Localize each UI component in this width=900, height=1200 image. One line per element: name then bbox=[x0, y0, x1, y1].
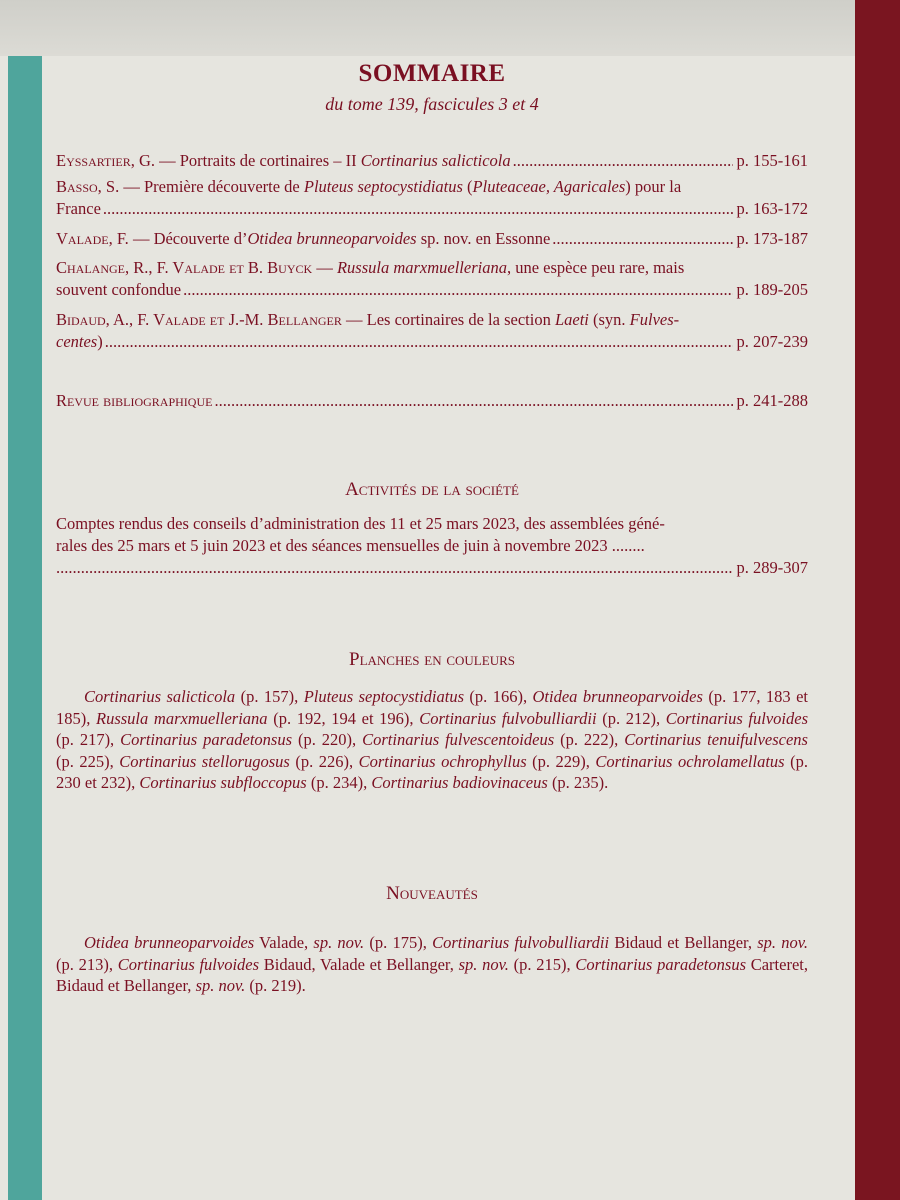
entry-separator: — bbox=[312, 258, 337, 277]
entry-author: Bidaud, A., F. Valade et J.-M. Bellanger bbox=[56, 310, 342, 329]
plate-page-ref: (p. 217), bbox=[56, 730, 121, 749]
entry-title: Les cortinaires de la section bbox=[366, 310, 555, 329]
entry-pages: p. 207-239 bbox=[736, 332, 808, 351]
plate-page-ref: (p. 157), bbox=[235, 687, 304, 706]
entry-title-synonym-continued: centes bbox=[56, 332, 98, 351]
plate-page-ref: (p. 212), bbox=[596, 708, 666, 728]
toc-entry bbox=[56, 390, 808, 412]
plate-page-ref: (p. 225), bbox=[56, 751, 120, 771]
plate-species-name: Cortinarius fulvescentoideus bbox=[362, 730, 555, 749]
planches-paragraph bbox=[56, 686, 808, 794]
entry-title-synonym: Fulves- bbox=[629, 310, 680, 329]
new-taxon-name: Otidea brunneoparvoides bbox=[84, 933, 255, 952]
toc-entry bbox=[56, 150, 808, 172]
entry-pages: p. 289-307 bbox=[736, 558, 808, 577]
entry-pages: p. 241-288 bbox=[736, 391, 808, 410]
plate-page-ref: (p. 166), bbox=[464, 687, 533, 706]
section-heading-activites: Activités de la société bbox=[345, 479, 519, 500]
entry-title-species: Pluteus septocystidiatus bbox=[303, 177, 463, 196]
entry-pages: p. 155-161 bbox=[736, 151, 808, 170]
new-taxon-authors: Valade, bbox=[254, 933, 314, 952]
toc-entry bbox=[56, 309, 808, 353]
background-top-shadow bbox=[0, 0, 900, 56]
plate-species-name: Cortinarius badiovinaceus bbox=[371, 773, 548, 792]
page-title: SOMMAIRE bbox=[358, 60, 506, 87]
plate-species-name: Cortinarius subfloccopus bbox=[139, 773, 307, 792]
nouveautes-paragraph bbox=[56, 932, 808, 997]
maroon-cover-edge bbox=[855, 0, 900, 1200]
entry-title: Portraits de cortinaires – II bbox=[179, 151, 361, 170]
plate-species-name: Cortinarius fulvobulliardii bbox=[419, 708, 597, 728]
new-taxon-name: Cortinarius fulvoides bbox=[117, 954, 260, 974]
plate-page-ref: (p. 230 et 232), bbox=[56, 751, 808, 792]
plate-page-ref: (p. 226), bbox=[289, 751, 359, 771]
plate-page-ref: (p. 177, 183 et 185), bbox=[56, 687, 808, 728]
entry-section-title: Revue bibliographique bbox=[56, 391, 213, 410]
plate-species-name: Cortinarius fulvoides bbox=[665, 708, 808, 728]
entry-separator: — bbox=[341, 310, 367, 329]
entry-author: Valade, F. bbox=[56, 229, 129, 248]
entry-title-continued: ) bbox=[97, 332, 103, 351]
new-taxon-status: sp. nov. bbox=[458, 954, 509, 974]
new-taxon-authors: Carteret, Bidaud et Bellanger, bbox=[56, 954, 808, 995]
toc-entry bbox=[56, 257, 808, 301]
new-taxon-page-ref: (p. 213), bbox=[56, 954, 118, 974]
new-taxon-status: sp. nov. bbox=[757, 933, 808, 952]
new-taxon-name: Cortinarius paradetonsus bbox=[575, 954, 746, 974]
plate-species-name: Cortinarius tenuifulvescens bbox=[624, 730, 808, 749]
entry-pages: p. 189-205 bbox=[736, 280, 808, 299]
teal-cover-edge bbox=[8, 56, 42, 1200]
plate-page-ref: (p. 234), bbox=[306, 773, 372, 792]
new-taxon-authors: Bidaud, Valade et Bellanger, bbox=[259, 954, 459, 974]
plate-species-name: Otidea brunneoparvoides bbox=[532, 687, 703, 706]
entry-title-continued: France bbox=[56, 199, 101, 218]
plate-species-name: Cortinarius paradetonsus bbox=[120, 730, 293, 749]
entry-title: Première découverte de bbox=[144, 177, 304, 196]
entry-author: Eyssartier, G. bbox=[56, 151, 155, 170]
leader-dots bbox=[56, 557, 733, 579]
entry-title-section: Laeti bbox=[554, 310, 589, 329]
entry-title: , une espèce peu rare, mais bbox=[506, 258, 685, 277]
entry-title-species: Russula marxmuelleriana bbox=[336, 258, 507, 277]
leader-dots bbox=[183, 279, 732, 301]
activites-text-line: Comptes rendus des conseils d’administration des 11 et 25 mars 2023, des assemblées géné- bbox=[56, 514, 665, 533]
entry-separator: — bbox=[128, 229, 154, 248]
entry-separator: — bbox=[155, 151, 180, 170]
leader-dots bbox=[214, 390, 732, 412]
plate-page-ref: (p. 220), bbox=[292, 730, 363, 749]
plate-species-name: Cortinarius ochrolamellatus bbox=[595, 751, 785, 771]
entry-title: ) pour la bbox=[625, 177, 682, 196]
plate-page-ref: (p. 235). bbox=[547, 773, 609, 792]
entry-title-continued: souvent confondue bbox=[56, 280, 182, 299]
entry-author: Basso, S. bbox=[56, 177, 120, 196]
entry-title-species: Cortinarius salicticola bbox=[360, 151, 511, 170]
entry-separator: — bbox=[119, 177, 144, 196]
plate-page-ref: (p. 222), bbox=[554, 730, 625, 749]
leader-dots bbox=[103, 198, 733, 220]
plate-species-name: Cortinarius salicticola bbox=[84, 687, 236, 706]
entry-title: Découverte d’ bbox=[153, 229, 248, 248]
new-taxon-authors: Bidaud et Bellanger, bbox=[609, 933, 758, 952]
plate-species-name: Cortinarius ochrophyllus bbox=[358, 751, 527, 771]
entry-title: sp. nov. en Essonne bbox=[416, 229, 551, 248]
plate-species-name: Cortinarius stellorugosus bbox=[119, 751, 290, 771]
new-taxon-name: Cortinarius fulvobulliardii bbox=[432, 933, 610, 952]
plate-species-name: Pluteus septocystidiatus bbox=[303, 687, 465, 706]
entry-title: ( bbox=[462, 177, 473, 196]
leader-dots bbox=[552, 228, 732, 250]
activites-entry bbox=[56, 513, 808, 579]
entry-author: Chalange, R., F. Valade et B. Buyck bbox=[56, 258, 313, 277]
section-heading-planches: Planches en couleurs bbox=[349, 649, 515, 670]
section-heading-nouveautes: Nouveautés bbox=[386, 883, 478, 904]
new-taxon-status: sp. nov. bbox=[195, 976, 246, 995]
new-taxon-page-ref: (p. 219). bbox=[245, 976, 306, 995]
plate-page-ref: (p. 192, 194 et 196), bbox=[267, 708, 420, 728]
entry-title: (syn. bbox=[588, 310, 630, 329]
plate-species-name: Russula marxmuelleriana bbox=[96, 708, 268, 728]
page-subtitle: du tome 139, fascicules 3 et 4 bbox=[325, 94, 539, 114]
toc-entry bbox=[56, 228, 808, 250]
entry-pages: p. 173-187 bbox=[736, 229, 808, 248]
activites-text-line: rales des 25 mars et 5 juin 2023 et des séances mensuelles de juin à novembre 2023 ........ bbox=[56, 536, 645, 555]
leader-dots bbox=[513, 150, 733, 172]
new-taxon-status: sp. nov. bbox=[313, 933, 365, 952]
toc-entry bbox=[56, 176, 808, 220]
entry-pages: p. 163-172 bbox=[736, 199, 808, 218]
leader-dots bbox=[105, 331, 733, 353]
plate-page-ref: (p. 229), bbox=[526, 751, 596, 771]
entry-title-taxon: Pluteaceae, Agaricales bbox=[472, 177, 626, 196]
new-taxon-page-ref: (p. 215), bbox=[508, 954, 576, 974]
new-taxon-page-ref: (p. 175), bbox=[364, 933, 433, 952]
entry-title-species: Otidea brunneoparvoides bbox=[247, 229, 417, 248]
